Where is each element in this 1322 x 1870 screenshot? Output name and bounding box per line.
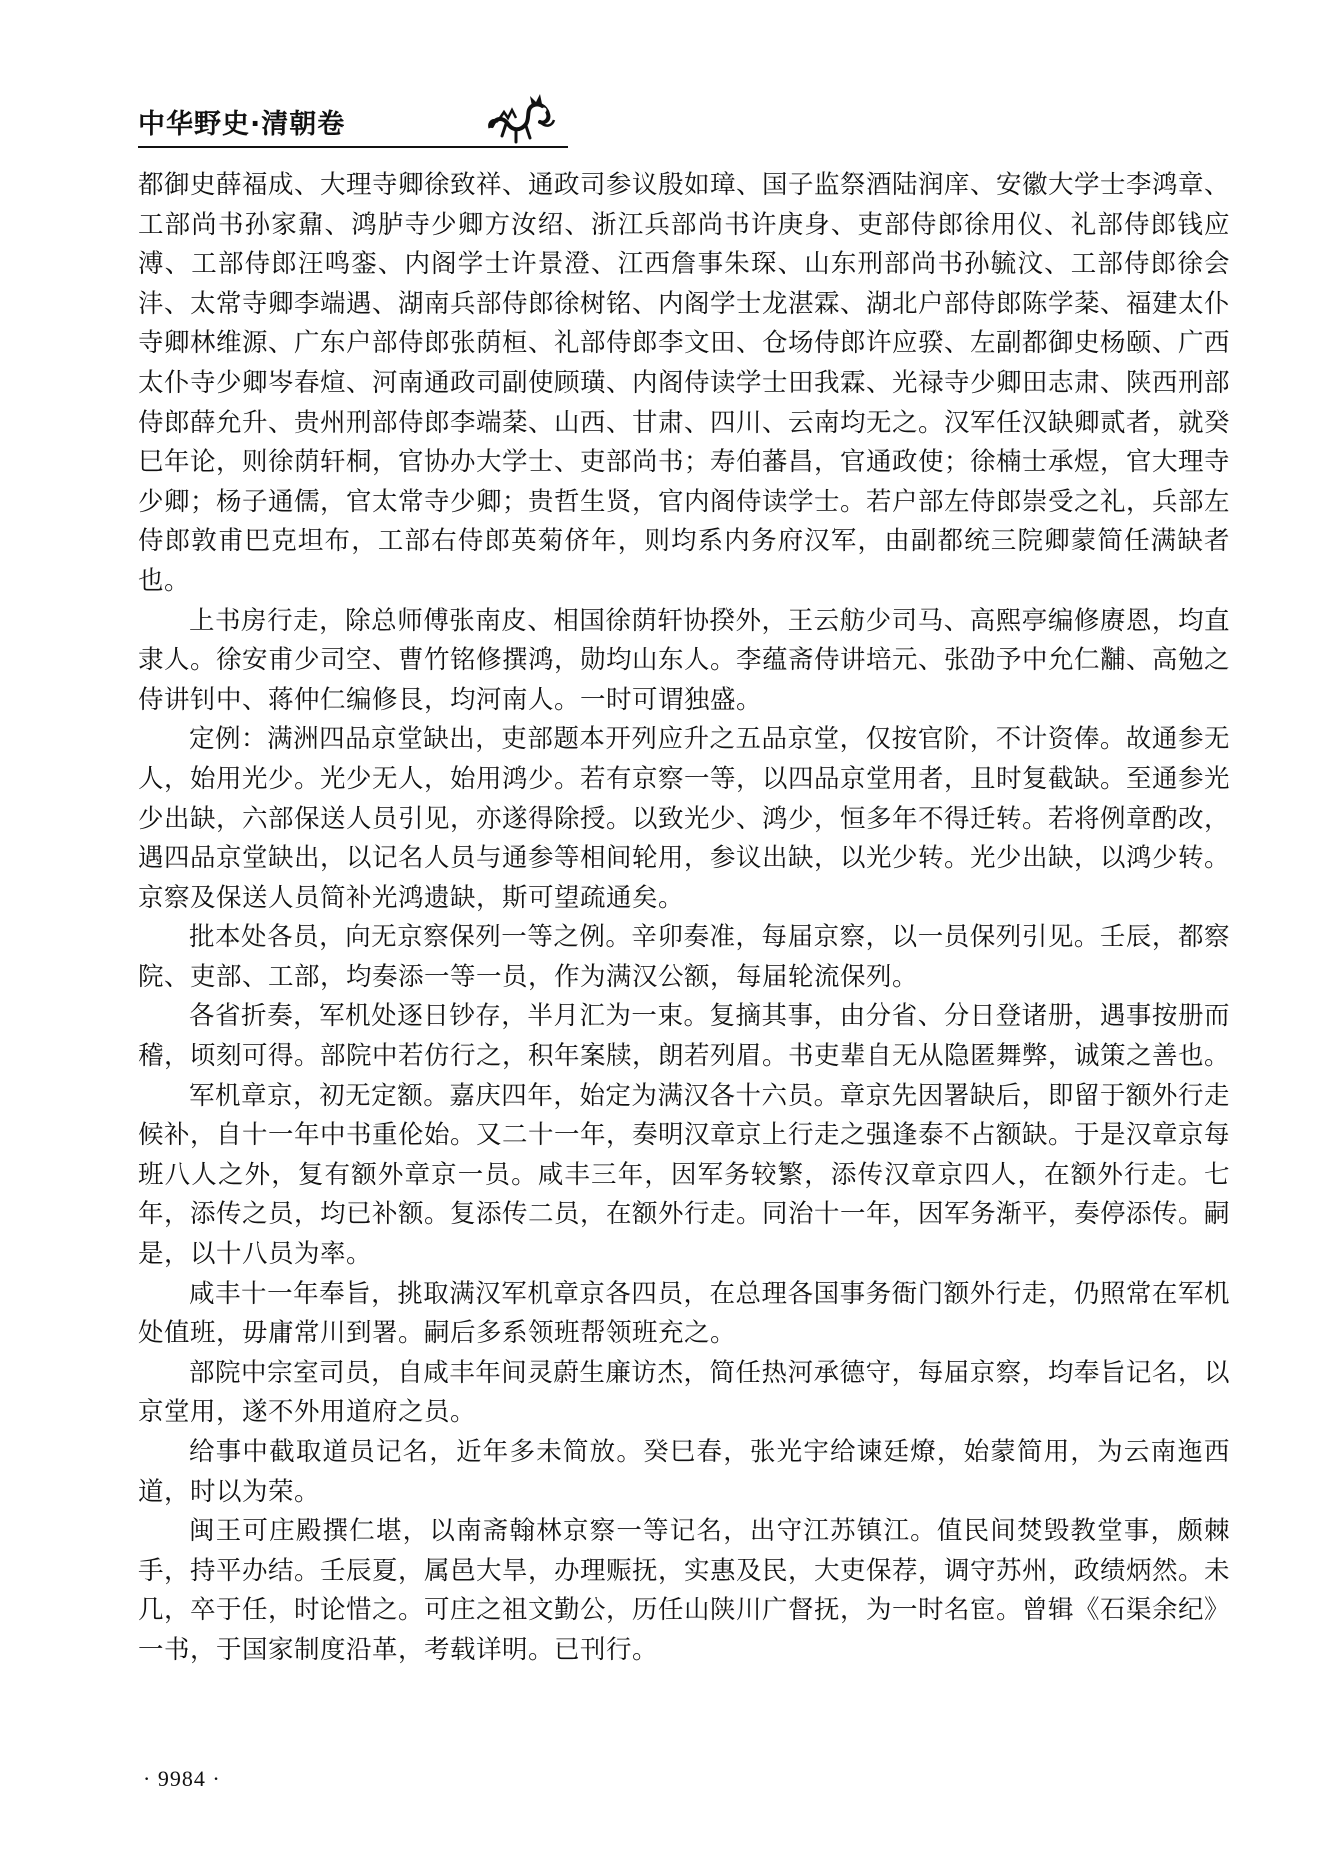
paragraph: 各省折奏，军机处逐日钞存，半月汇为一束。复摘其事，由分省、分日登诸册，遇事按册而稽，顷刻可得。部院中若仿行之，积年案牍，朗若列眉。书吏辈自无从隐匿舞弊，诚策之善也。 <box>138 1001 1231 1072</box>
paragraph: 闽王可庄殿撰仁堪，以南斋翰林京察一等记名，出守江苏镇江。值民间焚毁教堂事，颇棘手，持平办结。壬辰夏，属邑大旱，办理赈抚，实惠及民，大吏保荐，调守苏州，政绩炳然。未几，卒于任，时论惜之。可庄之祖文勤公，历任山陕川广督抚，为一时名宦。曾辑《石渠余纪》一书，于国家制度沿革，考载详明。已刊行。 <box>138 1516 1231 1665</box>
paragraph: 批本处各员，向无京察保列一等之例。辛卯奏准，每届京察，以一员保列引见。壬辰，都察院、吏部、工部，均奏添一等一员，作为满汉公额，每届轮流保列。 <box>138 922 1230 992</box>
paragraph: 给事中截取道员记名，近年多未简放。癸巳春，张光宇给谏廷燎，始蒙简用，为云南迤西道，时以为荣。 <box>138 1437 1230 1507</box>
main-text <box>138 166 1230 1671</box>
paragraph: 都御史薛福成、大理寺卿徐致祥、通政司参议殷如璋、国子监祭酒陆润庠、安徽大学士李鸿章、工部尚书孙家鼐、鸿胪寺少卿方汝绍、浙江兵部尚书许庚身、吏部侍郎徐用仪、礼部侍郎钱应溥、工部侍郎汪鸣銮、内阁学士许景澄、江西詹事朱琛、山东刑部尚书孙毓汶、工部侍郎徐会沣、太常寺卿李端遇、湖南兵部侍郎徐树铭、内阁学士龙湛霖、湖北户部侍郎陈学棻、福建太仆寺卿林维源、广东户部侍郎张荫桓、礼部侍郎李文田、仓场侍郎许应骙、左副都御史杨颐、广西太仆寺少卿岑春煊、河南通政司副使顾璜、内阁侍读学士田我霖、光禄寺少卿田志肃、陕西刑部侍郎薛允升、贵州刑部侍郎李端棻、山西、甘肃、四川、云南均无之。汉军任汉缺卿贰者，就癸巳年论，则徐荫轩桐，官协办大学士、吏部尚书；寿伯蕃昌，官通政使；徐楠士承煜，官大理寺少卿；杨子通儒，官太常寺少卿；贵哲生贤，官内阁侍读学士。若户部左侍郎崇受之礼，兵部左侍郎敦甫巴克坦布，工部右侍郎英菊侪年，则均系内务府汉军，由副都统三院卿蒙简任满缺者也。 <box>138 170 1231 596</box>
header-rule <box>138 146 568 148</box>
paragraph: 军机章京，初无定额。嘉庆四年，始定为满汉各十六员。章京先因署缺后，即留于额外行走候补，自十一年中书重伦始。又二十一年，奏明汉章京上行走之强逢泰不占额缺。于是汉章京每班八人之外，复有额外章京一员。咸丰三年，因军务较繁，添传汉章京四人，在额外行走。七年，添传之员，均已补额。复添传二员，在额外行走。同治十一年，因军务渐平，奏停添传。嗣是，以十八员为率。 <box>138 1080 1231 1270</box>
paragraph: 部院中宗室司员，自咸丰年间灵蔚生廉访杰，简任热河承德守，每届京察，均奉旨记名，以京堂用，遂不外用道府之员。 <box>138 1357 1230 1428</box>
dragon-icon <box>486 88 556 146</box>
paragraph: 咸丰十一年奉旨，挑取满汉军机章京各四员，在总理各国事务衙门额外行走，仍照常在军机处值班，毋庸常川到署。嗣后多系领班帮领班充之。 <box>138 1278 1230 1349</box>
page-number: · 9984 · <box>143 1766 221 1791</box>
book-title: 中华野史·清朝卷 <box>138 109 346 140</box>
paragraph: 上书房行走，除总师傅张南皮、相国徐荫轩协揆外，王云舫少司马、高熙亭编修赓恩，均直隶人。徐安甫少司空、曹竹铭修撰鸿，勋均山东人。李蕴斋侍讲培元、张劭予中允仁黼、高勉之侍讲钊中、蒋仲仁编修艮，均河南人。一时可谓独盛。 <box>138 605 1231 715</box>
running-head <box>138 92 1228 158</box>
paragraph: 定例：满洲四品京堂缺出，吏部题本开列应升之五品京堂，仅按官阶，不计资俸。故通参无人，始用光少。光少无人，始用鸿少。若有京察一等，以四品京堂用者，且时复截缺。至通参光少出缺，六部保送人员引见，亦遂得除授。以致光少、鸿少，恒多年不得迁转。若将例章酌改，遇四品京堂缺出，以记名人员与通参等相间轮用，参议出缺，以光少转。光少出缺，以鸿少转。京察及保送人员简补光鸿遗缺，斯可望疏通矣。 <box>138 724 1231 913</box>
